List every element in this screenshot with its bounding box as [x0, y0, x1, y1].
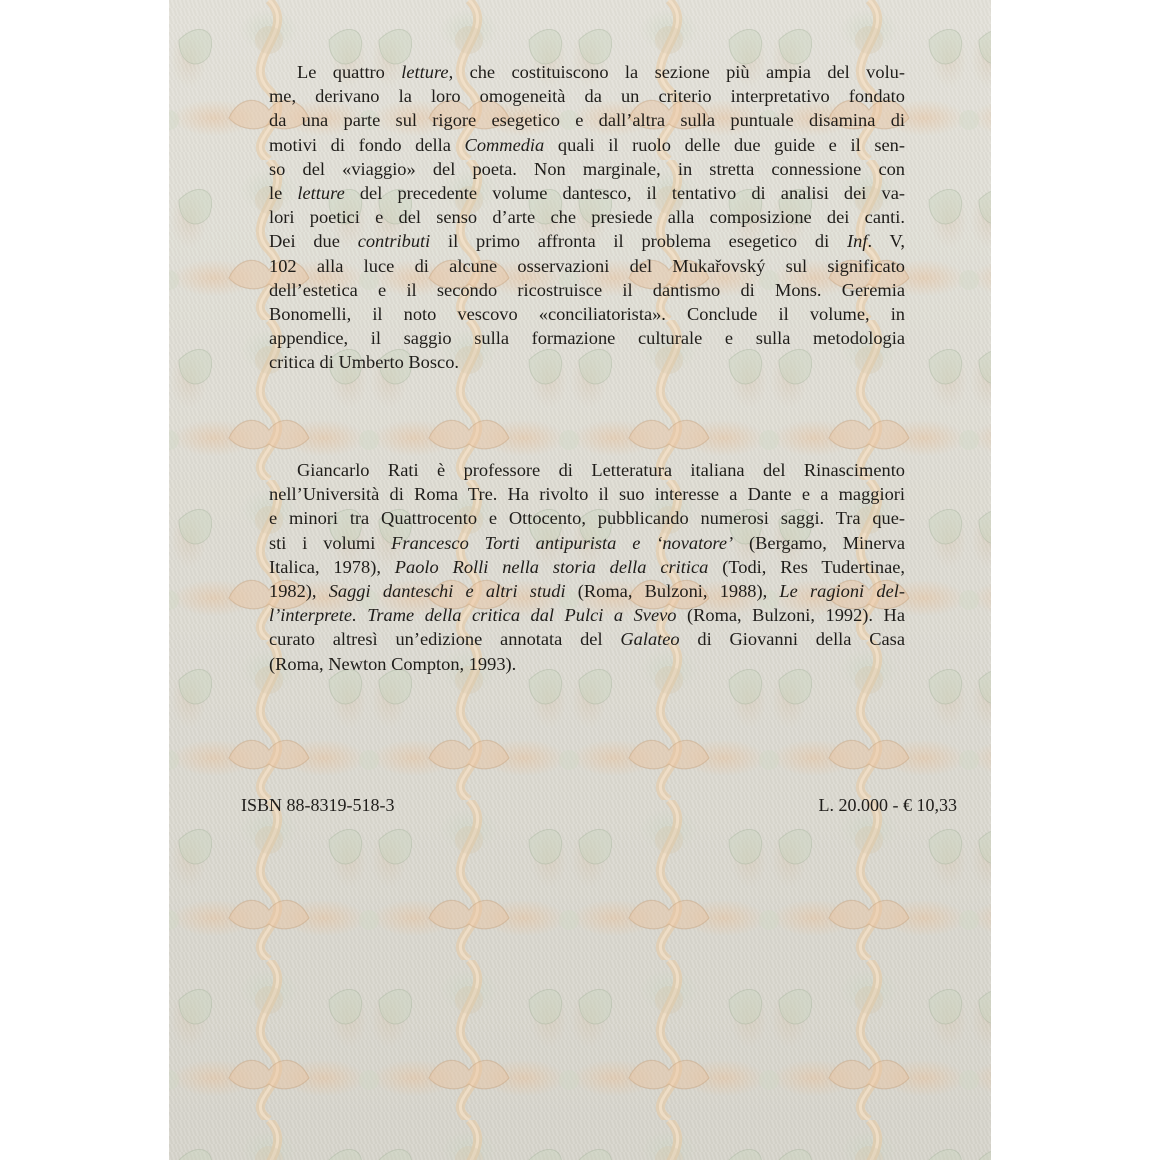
text-run: (Todi, Res Tudertinae, [708, 556, 905, 577]
synopsis-paragraph [269, 60, 905, 375]
text-run: curato altresì un’edizione annotata del [269, 629, 621, 650]
text-line [269, 326, 905, 350]
text-line [269, 84, 905, 108]
text-run: Italica, 1978), [269, 556, 395, 577]
text-line [269, 579, 905, 603]
text-run: me, derivano la loro omogeneità da un criterio interpretativo fondato [269, 86, 905, 107]
text-run: motivi di fondo della [269, 134, 465, 155]
text-line [269, 555, 905, 579]
book-back-cover [169, 0, 991, 1160]
text-run: Francesco Torti antipurista e ‘novatore’ [391, 532, 734, 553]
text-run: Saggi danteschi e altri studi [328, 581, 566, 602]
text-line [269, 133, 905, 157]
text-run: da una parte sul rigore esegetico e dall’altra sulla puntuale disamina di [269, 110, 905, 131]
text-run: nell’Università di Roma Tre. Ha rivolto il suo interesse a Dante e a maggiori [269, 484, 905, 505]
text-run: sti i volumi [269, 532, 392, 553]
text-line [269, 350, 905, 374]
text-line [269, 627, 905, 651]
text-run: critica di Umberto Bosco. [269, 352, 459, 373]
text-run: Paolo Rolli nella storia della critica [394, 556, 709, 577]
text-run: Inf [847, 231, 868, 252]
text-line [269, 482, 905, 506]
text-run: Le ragioni del- [779, 581, 905, 602]
text-run: Le quattro [297, 62, 402, 82]
text-run: (Roma, Bulzoni, 1992). Ha [676, 605, 905, 626]
text-line [269, 229, 905, 253]
text-run: letture [297, 183, 345, 204]
text-run: (Bergamo, Minerva [733, 532, 905, 553]
text-run: Bonomelli, il noto vescovo «conciliatorista». Conclude il volume, in [269, 304, 905, 325]
text-run: 102 alla luce di alcune osservazioni del Mukařovský sul significato [269, 255, 905, 276]
text-run: lori poetici e del senso d’arte che presiede alla composizione dei canti. [269, 207, 905, 228]
text-run: quali il ruolo delle due guide e il sen- [544, 134, 905, 155]
text-line [269, 603, 905, 627]
text-run: il primo affronta il problema esegetico di [430, 231, 847, 252]
text-run: di Giovanni della Casa [679, 629, 905, 650]
text-run: appendice, il saggio sulla formazione culturale e sulla metodologia [269, 328, 905, 349]
text-run: 1982), [269, 581, 329, 602]
text-run: so del «viaggio» del poeta. Non marginale, in stretta connessione con [269, 158, 905, 179]
text-line [269, 60, 905, 84]
text-line [269, 302, 905, 326]
text-run: . V, [867, 231, 906, 252]
text-line [269, 652, 905, 676]
isbn-label: ISBN 88-8319-518-3 [241, 795, 395, 815]
text-run: contributi [357, 231, 431, 252]
text-run: Commedia [464, 134, 545, 155]
text-line [269, 254, 905, 278]
text-line [269, 181, 905, 205]
text-run: (Roma, Bulzoni, 1988), [565, 581, 780, 602]
text-run: l’interprete. Trame della critica dal Pulci a Svevo [269, 605, 677, 626]
text-run: Dei due [269, 231, 358, 252]
text-line [269, 278, 905, 302]
author-bio-paragraph [269, 458, 905, 676]
text-run: letture [401, 62, 449, 82]
text-run: (Roma, Newton Compton, 1993). [269, 653, 517, 674]
text-run: e minori tra Quattrocento e Ottocento, pubblicando numerosi saggi. Tra que- [269, 508, 905, 529]
price-label: L. 20.000 - € 10,33 [818, 795, 957, 815]
text-run: Giancarlo Rati è professore di Letteratura italiana del Rinascimento [297, 460, 905, 480]
text-run: le [269, 183, 298, 204]
text-run: , che costituiscono la sezione più ampia del volu- [448, 62, 905, 82]
text-line [269, 506, 905, 530]
text-line [269, 157, 905, 181]
text-line [269, 531, 905, 555]
text-line [269, 205, 905, 229]
text-line [269, 458, 905, 482]
text-run: dell’estetica e il secondo ricostruisce il dantismo di Mons. Geremia [269, 279, 905, 300]
text-line [269, 108, 905, 132]
text-run: Galateo [620, 629, 680, 650]
text-run: del precedente volume dantesco, il tentativo di analisi dei va- [344, 183, 905, 204]
